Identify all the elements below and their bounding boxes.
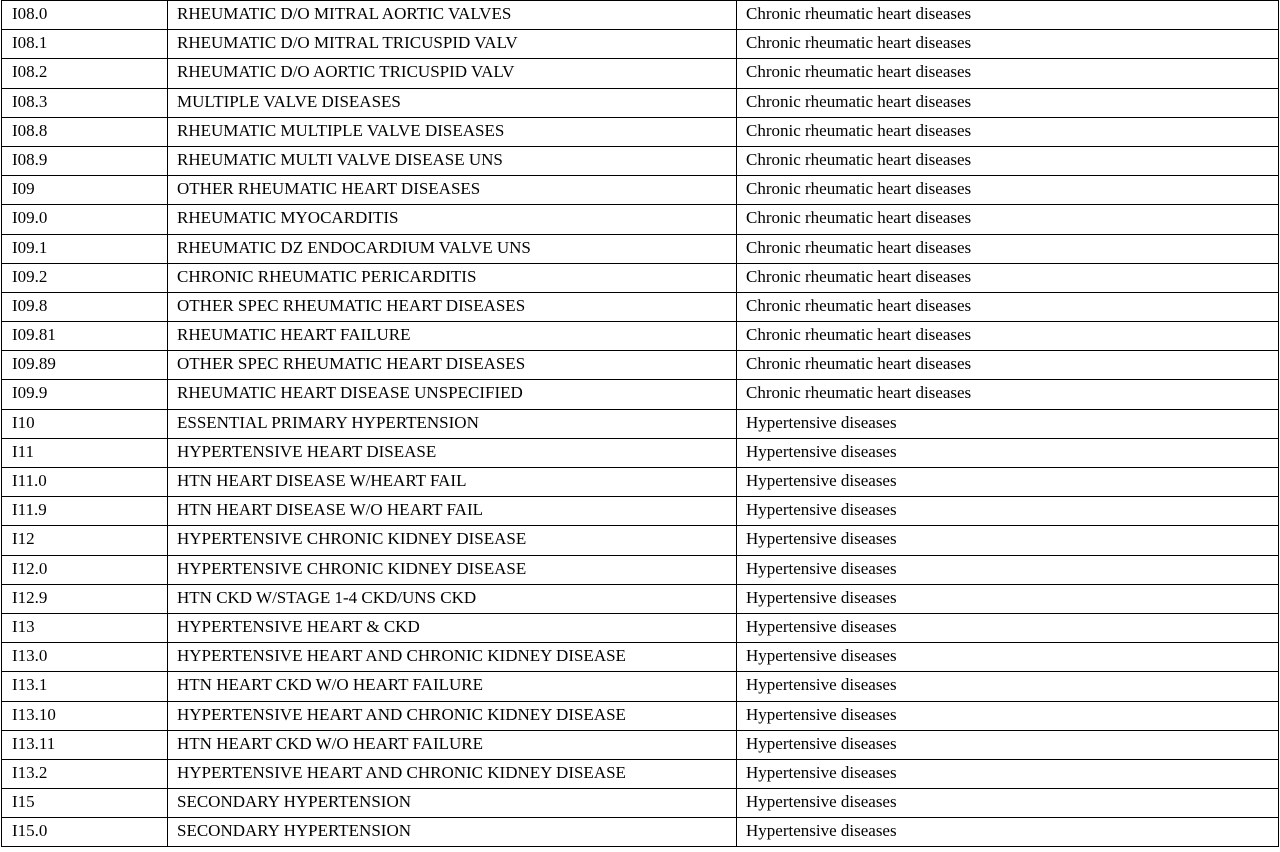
code-cell: I09.9 — [2, 380, 168, 409]
description-cell: CHRONIC RHEUMATIC PERICARDITIS — [168, 263, 737, 292]
table-row — [2, 672, 1279, 701]
category-cell: Hypertensive diseases — [737, 730, 1279, 759]
category-cell: Hypertensive diseases — [737, 613, 1279, 642]
table-row — [2, 584, 1279, 613]
code-cell: I13.0 — [2, 643, 168, 672]
category-cell: Hypertensive diseases — [737, 759, 1279, 788]
category-cell: Chronic rheumatic heart diseases — [737, 292, 1279, 321]
table-row — [2, 613, 1279, 642]
code-cell: I09 — [2, 176, 168, 205]
description-cell: MULTIPLE VALVE DISEASES — [168, 88, 737, 117]
code-cell: I09.1 — [2, 234, 168, 263]
description-cell: RHEUMATIC D/O MITRAL AORTIC VALVES — [168, 1, 737, 30]
description-cell: RHEUMATIC HEART DISEASE UNSPECIFIED — [168, 380, 737, 409]
category-cell: Chronic rheumatic heart diseases — [737, 146, 1279, 175]
category-cell: Hypertensive diseases — [737, 526, 1279, 555]
code-cell: I08.2 — [2, 59, 168, 88]
description-cell: RHEUMATIC D/O AORTIC TRICUSPID VALV — [168, 59, 737, 88]
description-cell: HYPERTENSIVE CHRONIC KIDNEY DISEASE — [168, 555, 737, 584]
category-cell: Hypertensive diseases — [737, 643, 1279, 672]
category-cell: Chronic rheumatic heart diseases — [737, 59, 1279, 88]
table-row — [2, 234, 1279, 263]
category-cell: Hypertensive diseases — [737, 497, 1279, 526]
table-row — [2, 438, 1279, 467]
description-cell: RHEUMATIC MULTI VALVE DISEASE UNS — [168, 146, 737, 175]
code-cell: I11.9 — [2, 497, 168, 526]
code-cell: I12.0 — [2, 555, 168, 584]
code-cell: I13.11 — [2, 730, 168, 759]
code-cell: I12.9 — [2, 584, 168, 613]
description-cell: OTHER RHEUMATIC HEART DISEASES — [168, 176, 737, 205]
category-cell: Chronic rheumatic heart diseases — [737, 322, 1279, 351]
description-cell: HYPERTENSIVE HEART & CKD — [168, 613, 737, 642]
category-cell: Chronic rheumatic heart diseases — [737, 30, 1279, 59]
code-cell: I08.3 — [2, 88, 168, 117]
table-row — [2, 176, 1279, 205]
category-cell: Chronic rheumatic heart diseases — [737, 117, 1279, 146]
code-cell: I13.10 — [2, 701, 168, 730]
table-row — [2, 117, 1279, 146]
description-cell: HYPERTENSIVE HEART AND CHRONIC KIDNEY DISEASE — [168, 701, 737, 730]
table-row — [2, 263, 1279, 292]
description-cell: HTN HEART DISEASE W/O HEART FAIL — [168, 497, 737, 526]
table-row — [2, 30, 1279, 59]
description-cell: SECONDARY HYPERTENSION — [168, 789, 737, 818]
code-cell: I09.0 — [2, 205, 168, 234]
code-cell: I13.1 — [2, 672, 168, 701]
code-cell: I13 — [2, 613, 168, 642]
table-row — [2, 88, 1279, 117]
description-cell: HYPERTENSIVE HEART DISEASE — [168, 438, 737, 467]
code-cell: I09.89 — [2, 351, 168, 380]
description-cell: HYPERTENSIVE HEART AND CHRONIC KIDNEY DISEASE — [168, 643, 737, 672]
category-cell: Hypertensive diseases — [737, 789, 1279, 818]
code-cell: I08.0 — [2, 1, 168, 30]
category-cell: Hypertensive diseases — [737, 584, 1279, 613]
table-row — [2, 59, 1279, 88]
description-cell: RHEUMATIC DZ ENDOCARDIUM VALVE UNS — [168, 234, 737, 263]
category-cell: Hypertensive diseases — [737, 818, 1279, 847]
code-cell: I12 — [2, 526, 168, 555]
description-cell: RHEUMATIC MULTIPLE VALVE DISEASES — [168, 117, 737, 146]
table-row — [2, 380, 1279, 409]
description-cell: OTHER SPEC RHEUMATIC HEART DISEASES — [168, 351, 737, 380]
table-row — [2, 497, 1279, 526]
table-row — [2, 730, 1279, 759]
category-cell: Chronic rheumatic heart diseases — [737, 380, 1279, 409]
table-row — [2, 351, 1279, 380]
description-cell: HTN CKD W/STAGE 1-4 CKD/UNS CKD — [168, 584, 737, 613]
table-row — [2, 818, 1279, 847]
category-cell: Chronic rheumatic heart diseases — [737, 351, 1279, 380]
code-cell: I11.0 — [2, 468, 168, 497]
description-cell: RHEUMATIC MYOCARDITIS — [168, 205, 737, 234]
table-row — [2, 759, 1279, 788]
table-row — [2, 146, 1279, 175]
description-cell: RHEUMATIC HEART FAILURE — [168, 322, 737, 351]
description-cell: HTN HEART CKD W/O HEART FAILURE — [168, 672, 737, 701]
code-cell: I09.8 — [2, 292, 168, 321]
table-row — [2, 322, 1279, 351]
code-cell: I08.8 — [2, 117, 168, 146]
code-cell: I15.0 — [2, 818, 168, 847]
code-cell: I13.2 — [2, 759, 168, 788]
description-cell: ESSENTIAL PRIMARY HYPERTENSION — [168, 409, 737, 438]
table-row — [2, 526, 1279, 555]
table-row — [2, 789, 1279, 818]
category-cell: Chronic rheumatic heart diseases — [737, 176, 1279, 205]
description-cell: HYPERTENSIVE CHRONIC KIDNEY DISEASE — [168, 526, 737, 555]
table-body — [2, 1, 1279, 847]
category-cell: Hypertensive diseases — [737, 409, 1279, 438]
code-cell: I11 — [2, 438, 168, 467]
table-row — [2, 1, 1279, 30]
code-cell: I15 — [2, 789, 168, 818]
description-cell: HTN HEART DISEASE W/HEART FAIL — [168, 468, 737, 497]
category-cell: Chronic rheumatic heart diseases — [737, 205, 1279, 234]
category-cell: Hypertensive diseases — [737, 438, 1279, 467]
category-cell: Chronic rheumatic heart diseases — [737, 234, 1279, 263]
category-cell: Chronic rheumatic heart diseases — [737, 1, 1279, 30]
code-cell: I09.2 — [2, 263, 168, 292]
table-row — [2, 643, 1279, 672]
table-row — [2, 555, 1279, 584]
code-cell: I10 — [2, 409, 168, 438]
code-cell: I08.9 — [2, 146, 168, 175]
table-row — [2, 292, 1279, 321]
category-cell: Hypertensive diseases — [737, 555, 1279, 584]
table-row — [2, 701, 1279, 730]
category-cell: Chronic rheumatic heart diseases — [737, 88, 1279, 117]
description-cell: HYPERTENSIVE HEART AND CHRONIC KIDNEY DISEASE — [168, 759, 737, 788]
table-row — [2, 205, 1279, 234]
category-cell: Hypertensive diseases — [737, 672, 1279, 701]
table-row — [2, 409, 1279, 438]
code-cell: I09.81 — [2, 322, 168, 351]
description-cell: HTN HEART CKD W/O HEART FAILURE — [168, 730, 737, 759]
description-cell: OTHER SPEC RHEUMATIC HEART DISEASES — [168, 292, 737, 321]
table-row — [2, 468, 1279, 497]
description-cell: SECONDARY HYPERTENSION — [168, 818, 737, 847]
category-cell: Hypertensive diseases — [737, 468, 1279, 497]
icd-code-table — [1, 0, 1279, 847]
category-cell: Hypertensive diseases — [737, 701, 1279, 730]
description-cell: RHEUMATIC D/O MITRAL TRICUSPID VALV — [168, 30, 737, 59]
code-cell: I08.1 — [2, 30, 168, 59]
category-cell: Chronic rheumatic heart diseases — [737, 263, 1279, 292]
